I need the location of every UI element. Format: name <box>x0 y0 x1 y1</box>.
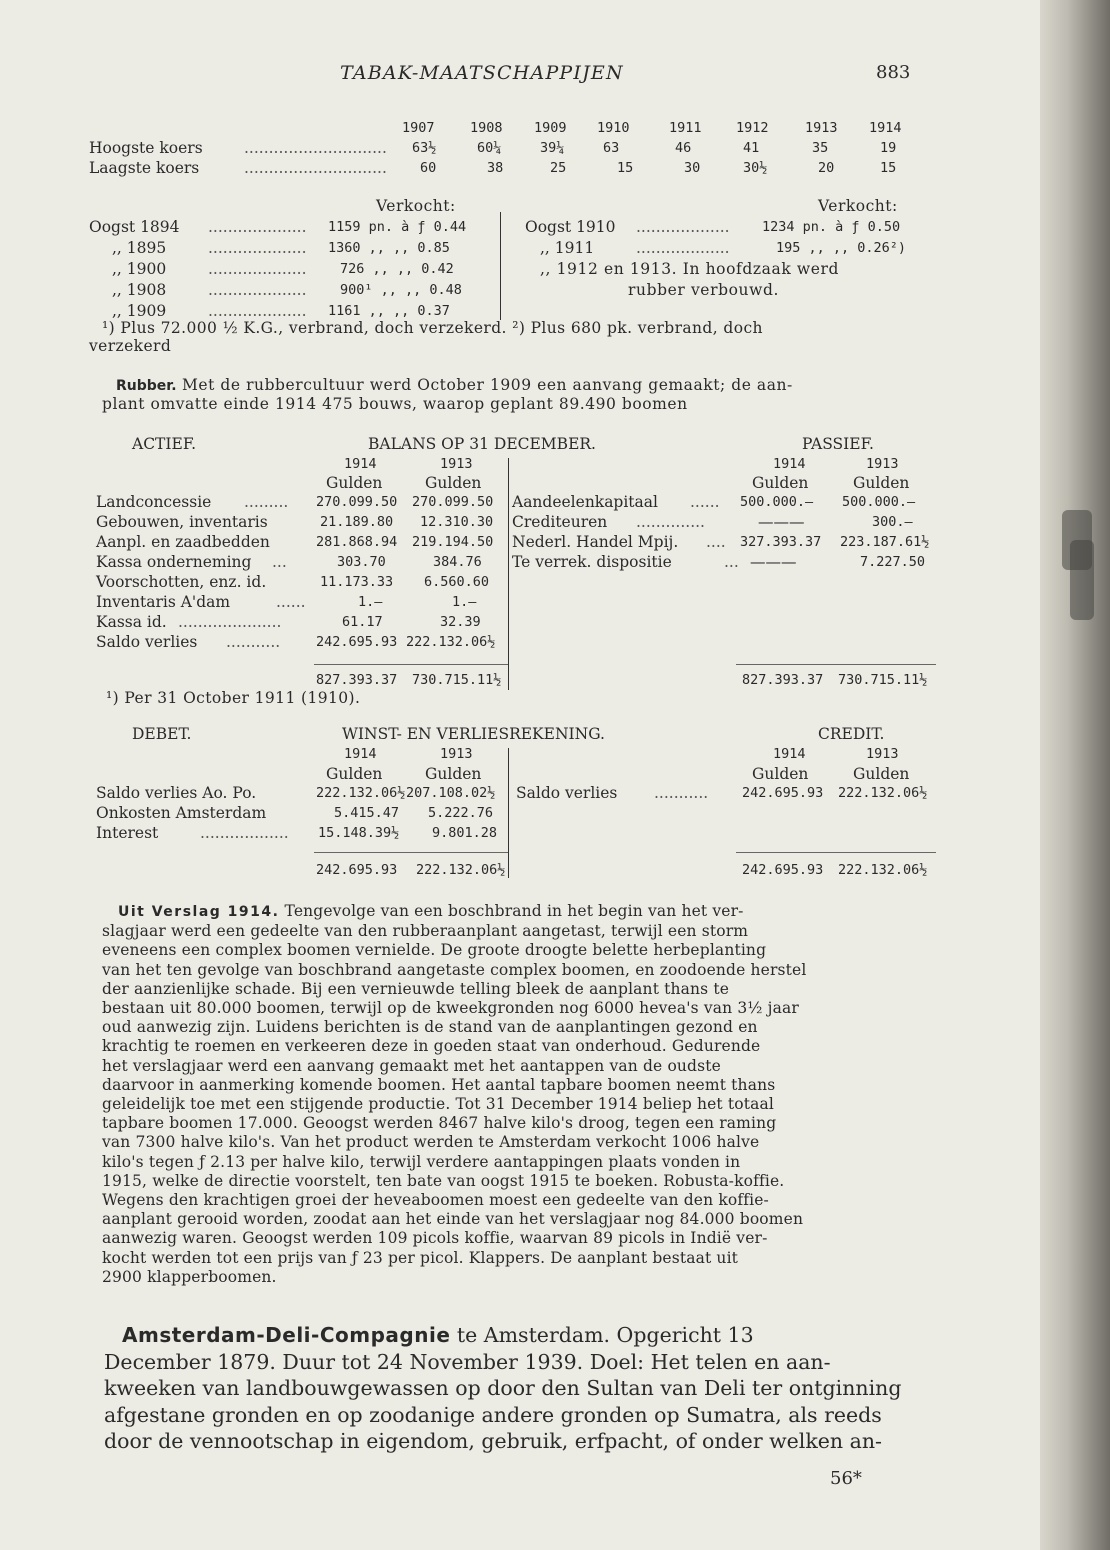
balans-footnote: ¹) Per 31 October 1911 (1910). <box>106 689 361 707</box>
balans-left-b: 384.76 <box>433 554 482 570</box>
currency: Gulden <box>752 765 809 783</box>
balans-left-b: 222.132.06½ <box>406 634 496 650</box>
balans-right-b: 7.227.50 <box>860 554 926 570</box>
verslag-line: Uit Verslag 1914. Tengevolge van een boschbrand in het begin van het ver- <box>118 902 744 920</box>
koers-cell: 35 <box>812 140 829 156</box>
page-header <box>0 62 1040 92</box>
verslag-line: oud aanwezig zijn. Luidens berichten is de stand van de aanplantingen gezond en <box>102 1018 758 1037</box>
winst-left-b: 5.222.76 <box>428 805 494 821</box>
currency: Gulden <box>853 474 910 492</box>
rubber-label: Rubber. <box>116 378 177 394</box>
year-a: 1914 <box>344 746 377 762</box>
balans-right-a: 327.393.37 <box>740 534 822 550</box>
balans-left-label: Landconcessie <box>96 493 212 511</box>
koers-cell: 41 <box>743 140 760 156</box>
koers-cell: 30½ <box>743 160 768 176</box>
balans-left-b: 32.39 <box>440 614 481 630</box>
balans-title: BALANS OP 31 DECEMBER. <box>368 435 596 453</box>
verslag-line: eveneens een complex boomen vernielde. De groote droogte belette herbeplanting <box>102 941 767 960</box>
verkocht-right-value: 1234 pn. à ƒ 0.50 <box>762 219 901 235</box>
verkocht-left-label: ,, 1900 <box>112 260 167 278</box>
koers-row-label: Laagste koers <box>89 159 200 177</box>
verslag-line: 1915, welke de directie voorstelt, ten bate van oogst 1915 te boeken. Robusta-koffie. <box>102 1171 785 1190</box>
koers-row-label: Hoogste koers <box>89 139 203 157</box>
koers-cell: 39¼ <box>540 140 565 156</box>
balans-left-label: Kassa onderneming <box>96 553 252 571</box>
verslag-line: van het ten gevolge van boschbrand aangetaste complex boomen, en zoodoende herstel <box>102 960 807 979</box>
winst-right-label: Saldo verlies <box>516 784 618 802</box>
verslag-line: Wegens den krachtigen groei der heveaboomen moest een gedeelte van den koffie- <box>102 1191 769 1210</box>
koers-cell: 46 <box>675 140 692 156</box>
verslag-label: Uit Verslag 1914. <box>118 904 280 920</box>
balans-right-a: ——— <box>758 513 805 531</box>
verkocht-left-value: 1161 ,, ,, 0.37 <box>328 303 450 319</box>
currency: Gulden <box>326 474 383 492</box>
deli-line: December 1879. Duur tot 24 November 1939. Doel: Het telen en aan- <box>104 1349 831 1374</box>
currency: Gulden <box>425 474 482 492</box>
year-a: 1914 <box>773 456 806 472</box>
total-rule <box>736 852 936 853</box>
verslag-line: aanplant gerooid worden, zoodat aan het einde van het verslagjaar nog 84.000 boomen <box>102 1210 804 1229</box>
koers-cell: 15 <box>617 160 634 176</box>
balans-right-b: 500.000.— <box>842 494 916 510</box>
column-divider <box>508 748 509 878</box>
running-title: TABAK-MAATSCHAPPIJEN <box>340 62 624 84</box>
winst-left-label: Saldo verlies Ao. Po. <box>96 784 257 802</box>
total-rule <box>314 664 508 665</box>
balans-left-b: 219.194.50 <box>412 534 494 550</box>
year-cell: 1912 <box>736 120 769 136</box>
deli-line: afgestane gronden en op zoodanige andere gronden op Sumatra, als reeds <box>104 1402 882 1427</box>
verslag-line: tapbare boomen 17.000. Geoogst werden 8467 halve kilo's droog, tegen een raming <box>102 1114 777 1133</box>
winst-left-label: Interest <box>96 824 159 842</box>
actief-heading: ACTIEF. <box>132 435 197 453</box>
verslag-line: slagjaar werd een gedeelte van den rubberaanplant aangetast, terwijl een storm <box>102 922 749 941</box>
balans-left-label: Saldo verlies <box>96 633 198 651</box>
koers-cell: 63 <box>603 140 620 156</box>
balans-right-label: Te verrek. dispositie <box>512 553 672 571</box>
balans-left-label: Aanpl. en zaadbedden <box>96 533 270 551</box>
verslag-line: van 7300 halve kilo's. Van het product werden te Amsterdam verkocht 1006 halve <box>102 1133 760 1152</box>
balans-right-label: Aandeelenkapitaal <box>512 493 658 511</box>
deli-line: Amsterdam-Deli-Compagnie te Amsterdam. Opgericht 13 <box>122 1323 754 1347</box>
koers-cell: 19 <box>880 140 897 156</box>
winst-right-a: 242.695.93 <box>742 785 824 801</box>
year-cell: 1909 <box>534 120 567 136</box>
rubber-text: Met de rubbercultuur werd October 1909 een aanvang gemaakt; de aan- <box>182 376 793 394</box>
verslag-line: het verslagjaar werd een aanvang gemaakt met het aantappen van de oudste <box>102 1056 721 1075</box>
verkocht-left-value: 726 ,, ,, 0.42 <box>340 261 454 277</box>
balans-left-a: 270.099.50 <box>316 494 398 510</box>
balans-left-b: 270.099.50 <box>412 494 494 510</box>
winst-left-a: 5.415.47 <box>334 805 400 821</box>
year-a: 1914 <box>773 746 806 762</box>
verkocht-left-value: 1159 pn. à ƒ 0.44 <box>328 219 467 235</box>
koers-cell: 25 <box>550 160 567 176</box>
rubber-text: plant omvatte einde 1914 475 bouws, waarop geplant 89.490 boomen <box>102 395 688 413</box>
balans-left-label: Inventaris A'dam <box>96 593 231 611</box>
winst-left-a: 222.132.06½ <box>316 785 406 801</box>
deli-line: door de vennootschap in eigendom, gebruik, erfpacht, of onder welken an- <box>104 1429 882 1453</box>
koers-cell: 60 <box>420 160 437 176</box>
debet-heading: DEBET. <box>132 725 192 743</box>
book-binding-edge <box>1040 0 1110 1550</box>
verkocht-right-label: ,, 1911 <box>540 239 595 257</box>
winst-right-total-b: 222.132.06½ <box>838 862 928 878</box>
year-cell: 1914 <box>869 120 902 136</box>
balans-left-b: 6.560.60 <box>424 574 490 590</box>
winst-left-b: 9.801.28 <box>432 825 498 841</box>
page-number: 883 <box>876 62 911 83</box>
verkocht-right-note: rubber verbouwd. <box>628 281 780 299</box>
balans-left-label: Kassa id. <box>96 613 167 631</box>
verslag-line: kocht werden tot een prijs van ƒ 23 per picol. Klappers. De aanplant bestaat uit <box>102 1248 739 1267</box>
koers-cell: 38 <box>487 160 504 176</box>
year-a: 1914 <box>344 456 377 472</box>
verkocht-left-value: 900¹ ,, ,, 0.48 <box>340 282 462 298</box>
column-divider <box>500 212 501 320</box>
currency: Gulden <box>853 765 910 783</box>
balans-left-total-b: 730.715.11½ <box>412 672 502 688</box>
verslag-paragraph <box>102 902 930 1287</box>
year-cell: 1913 <box>805 120 838 136</box>
year-cell: 1911 <box>669 120 702 136</box>
winst-left-b: 207.108.02½ <box>406 785 496 801</box>
verkocht-footnote: verzekerd <box>89 337 172 355</box>
verslag-line: geleidelijk toe met een stijgende productie. Tot 31 December 1914 beliep het totaal <box>102 1095 775 1114</box>
balans-right-label: Nederl. Handel Mpij. <box>512 533 679 551</box>
balans-left-b: 12.310.30 <box>420 514 494 530</box>
year-cell: 1907 <box>402 120 435 136</box>
verkocht-heading-left: Verkocht: <box>376 197 456 215</box>
balans-right-b: 223.187.61½ <box>840 534 930 550</box>
balans-right-label: Crediteuren <box>512 513 608 531</box>
total-rule <box>736 664 936 665</box>
verkocht-left-label: ,, 1895 <box>112 239 167 257</box>
credit-heading: CREDIT. <box>818 725 885 743</box>
balans-left-a: 1.— <box>358 594 383 610</box>
signature-mark: 56* <box>830 1468 862 1489</box>
total-rule <box>314 852 508 853</box>
year-cell: 1910 <box>597 120 630 136</box>
koers-cell: 20 <box>818 160 835 176</box>
verkocht-right-value: 195 ,, ,, 0.26²) <box>776 240 907 256</box>
winst-left-total-b: 222.132.06½ <box>416 862 506 878</box>
verslag-line: aanwezig waren. Geoogst werden 109 picols koffie, waarvan 89 picols in Indië ver- <box>102 1229 768 1248</box>
balans-right-a: 500.000.— <box>740 494 814 510</box>
document-page: TABAK-MAATSCHAPPIJEN 883 1907 1908 1909 1910 1911 1912 1913 1914 Hoogste koers ............................. 63½ 60¼ 39¼ 63 46 41 35 19 Laagste koers ............................. 60 38 25 15 30 30½ 20 15 Verkocht: Verkocht: Oogst 1894 .................... 1159 pn. à ƒ 0.44 ,, 1895 .................... 1360 ,, ,, 0.85 ,, 1900 .................... 726 ,, ,, 0.42 ,, 1908 .................... 900¹ ,, ,, 0.48 ,, 1909 .................... 1161 ,, ,, 0.37 Oogst 1910 ................... 1234 pn. à ƒ 0.50 ,, 1911 ................... 195 ,, ,, 0.26²) ,, 1912 en 1913. In hoofdzaak werd rubber verbouwd. ¹) Plus 72.000 ½ K.G., verbrand, doch verzekerd. ²) Plus 680 pk. verbrand, doch verzekerd Rubber. Met de rubbercultuur werd October 1909 een aanvang gemaakt; de aan- plant omvatte einde 1914 475 bouws, waarop geplant 89.490 boomen ACTIEF. BALANS OP 31 DECEMBER. PASSIEF. 1914 1913 Gulden Gulden 1914 1913 Gulden Gulden Landconcessie ......... 270.099.50 270.099.50 Gebouwen, inventaris 21.189.80 12.310.30 Aanpl. en zaadbedden 281.868.94 219.194.50 Kassa onderneming ... 303.70 384.76 Voorschotten, enz. id. 11.173.33 6.560.60 Inventaris A'dam ...... 1.— 1.— Kassa id. ..................... 61.17 32.39 Saldo verlies ........... 242.695.93 222.132.06½ 827.393.37 730.715.11½ ¹) Per 31 October 1911 (1910). Aandeelenkapitaal ...... 500.000.— 500.000.— Crediteuren .............. ——— 300.— Nederl. Handel Mpij. .... 327.393.37 223.187.61½ Te verrek. dispositie ... ——— 7.227.50 827.393.37 730.715.11½ DEBET. WINST- EN VERLIESREKENING. CREDIT. 1914 1913 Gulden Gulden 1914 1913 Gulden Gulden Saldo verlies Ao. Po. 222.132.06½ 207.108.02½ Onkosten Amsterdam 5.415.47 5.222.76 Interest .................. 15.148.39½ 9.801.28 242.695.93 222.132.06½ Saldo verlies ........... 242.695.93 222.132.06½ 242.695.93 222.132.06½ Uit Verslag 1914. Tengevolge van een boschbrand in het begin van het ver- slagjaar werd een gedeelte van den rubberaanplant aangetast, terwijl een storm eveneens een complex boomen vernielde. De groote droogte belette herbeplanting van het ten gevolge van boschbrand aangetaste complex boomen, en zoodoende herstel der aanzienlijke schade. Bij een vernieuwde telling bleek de aanplant thans te bestaan uit 80.000 boomen, terwijl op de kweekgronden nog 6000 hevea's van 3½ jaar oud aanwezig zijn. Luidens berichten is de stand van de aanplantingen gezond en krachtig te roemen en verkeeren deze in goeden staat van onderhoud. Gedurende het verslagjaar werd een aanvang gemaakt met het aantappen van de oudste daarvoor in aanmerking komende boomen. Het aantal tapbare boomen neemt thans geleidelijk toe met een stijgende productie. Tot 31 December 1914 beliep het totaal tapbare boomen 17.000. Geoogst werden 8467 halve kilo's droog, tegen een raming van 7300 halve kilo's. Van het product werden te Amsterdam verkocht 1006 halve kilo's tegen ƒ 2.13 per halve kilo, terwijl verdere aantappingen plaats vonden in 1915, welke de directie voorstelt, ten bate van oogst 1915 te boeken. Robusta-koffie. Wegens den krachtigen groei der heveaboomen moest een gedeelte van den koffie- aanplant gerooid worden, zoodat aan het einde van het verslagjaar nog 84.000 boomen aanwezig waren. Geoogst werden 109 picols koffie, waarvan 89 picols in Indië ver- kocht werden tot een prijs van ƒ 23 per picol. Klappers. De aanplant bestaat uit 2900 klapperboomen. Amsterdam-Deli-Compagnie te Amsterdam. Opgericht 13 December 1879. Duur tot 24 November 1939. Doel: Het telen en aan- kweeken van landbouwgewassen op door den Sultan van Deli ter ontginning afgestane gronden en op zoodanige andere gronden op Sumatra, als reeds door de vennootschap in eigendom, gebruik, erfpacht, of onder welken an- 56* <box>0 0 1040 1550</box>
balans-right-a: ——— <box>750 553 797 571</box>
balans-left-a: 11.173.33 <box>320 574 394 590</box>
verkocht-footnote: ¹) Plus 72.000 ½ K.G., verbrand, doch verzekerd. ²) Plus 680 pk. verbrand, doch <box>102 319 763 337</box>
balans-left-a: 21.189.80 <box>320 514 394 530</box>
year-b: 1913 <box>440 746 473 762</box>
winst-left-label: Onkosten Amsterdam <box>96 804 267 822</box>
verslag-line: daarvoor in aanmerking komende boomen. Het aantal tapbare boomen neemt thans <box>102 1075 776 1094</box>
currency: Gulden <box>326 765 383 783</box>
koers-cell: 30 <box>684 160 701 176</box>
currency: Gulden <box>752 474 809 492</box>
balans-left-label: Gebouwen, inventaris <box>96 513 268 531</box>
winst-left-total-a: 242.695.93 <box>316 862 398 878</box>
verslag-line: krachtig te roemen en verkeeren deze in goeden staat van onderhoud. Gedurende <box>102 1037 761 1056</box>
year-b: 1913 <box>866 746 899 762</box>
balans-left-a: 281.868.94 <box>316 534 398 550</box>
verkocht-left-value: 1360 ,, ,, 0.85 <box>328 240 450 256</box>
koers-cell: 60¼ <box>477 140 502 156</box>
winst-right-b: 222.132.06½ <box>838 785 928 801</box>
balans-left-total-a: 827.393.37 <box>316 672 398 688</box>
winst-left-a: 15.148.39½ <box>318 825 400 841</box>
currency: Gulden <box>425 765 482 783</box>
verslag-line: kilo's tegen ƒ 2.13 per halve kilo, terwijl verdere aantappingen plaats vonden in <box>102 1152 741 1171</box>
column-divider <box>508 458 509 690</box>
koers-cell: 15 <box>880 160 897 176</box>
company-name: Amsterdam-Deli-Compagnie <box>122 1323 451 1347</box>
balans-left-a: 303.70 <box>337 554 386 570</box>
verslag-line: der aanzienlijke schade. Bij een vernieuwde telling bleek de aanplant thans te <box>102 979 730 998</box>
verslag-line: bestaan uit 80.000 boomen, terwijl op de kweekgronden nog 6000 hevea's van 3½ jaar <box>102 999 799 1018</box>
verkocht-right-note: ,, 1912 en 1913. In hoofdzaak werd <box>540 260 840 278</box>
year-b: 1913 <box>440 456 473 472</box>
year-b: 1913 <box>866 456 899 472</box>
verslag-line: 2900 klapperboomen. <box>102 1267 277 1286</box>
verkocht-left-label: ,, 1909 <box>112 302 167 320</box>
winst-right-total-a: 242.695.93 <box>742 862 824 878</box>
verkocht-heading-right: Verkocht: <box>818 197 898 215</box>
deli-entry <box>104 1322 934 1455</box>
balans-right-b: 300.— <box>872 514 913 530</box>
balans-left-a: 242.695.93 <box>316 634 398 650</box>
passief-heading: PASSIEF. <box>802 435 874 453</box>
balans-left-b: 1.— <box>452 594 477 610</box>
deli-line: kweeken van landbouwgewassen op door den Sultan van Deli ter ontginning <box>104 1376 902 1400</box>
balans-left-label: Voorschotten, enz. id. <box>96 573 267 591</box>
koers-cell: 63½ <box>412 140 437 156</box>
year-cell: 1908 <box>470 120 503 136</box>
balans-right-total-a: 827.393.37 <box>742 672 824 688</box>
verkocht-right-label: Oogst 1910 <box>525 218 616 236</box>
verkocht-left-label: Oogst 1894 <box>89 218 180 236</box>
winst-title: WINST- EN VERLIESREKENING. <box>342 725 605 743</box>
balans-right-total-b: 730.715.11½ <box>838 672 928 688</box>
verkocht-left-label: ,, 1908 <box>112 281 167 299</box>
balans-left-a: 61.17 <box>342 614 383 630</box>
